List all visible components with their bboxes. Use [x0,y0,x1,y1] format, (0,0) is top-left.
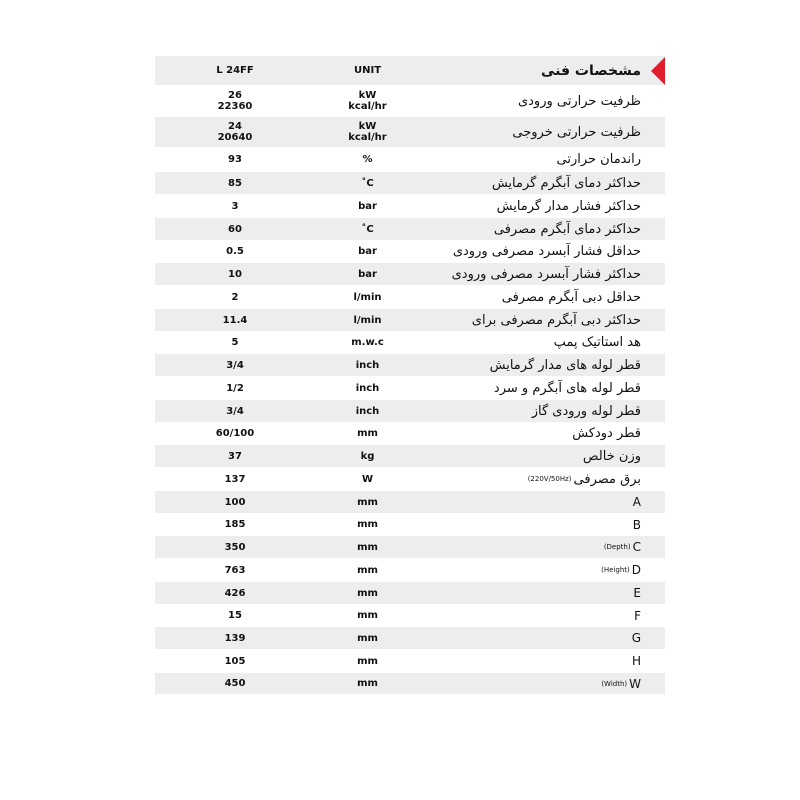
spec-label: حداکثر دبی آبگرم مصرفی برای [471,312,641,328]
label-cell [420,605,665,626]
spec-label: وزن خالص [582,448,641,464]
unit-cell [315,468,420,490]
unit-text: ˚C [361,177,374,189]
dimension-letter: C [632,540,641,554]
label-cell [420,377,665,399]
spec-note: (Width) [601,679,628,688]
unit-cell [315,491,420,513]
unit-text: l/min [353,291,382,303]
value-cell [155,491,315,513]
label-cell [420,263,665,285]
unit-header: UNIT [353,65,382,76]
unit-text: bar [358,246,377,257]
unit-text: inch [355,382,380,394]
unit-text: mm [357,587,378,599]
unit-text: mm [357,564,378,576]
value-cell [155,117,315,147]
dimension-letter: G [631,631,641,645]
value-text: 426 [224,587,246,599]
value-cell [155,536,315,558]
label-cell [420,536,665,558]
value-text: 20640 [217,132,253,143]
value-cell [155,673,315,694]
dimension-letter: B [632,517,641,532]
value-cell [155,286,315,308]
label-cell [420,673,665,694]
unit-cell [315,263,420,285]
value-text: 185 [224,519,246,530]
spec-label: حداقل دبی آبگرم مصرفی [501,289,641,305]
unit-text: mm [357,519,378,530]
value-cell [155,605,315,626]
spec-rows [155,86,665,695]
unit-text: % [362,154,373,165]
unit-cell [315,627,420,649]
unit-cell [315,117,420,147]
unit-text: inch [355,359,380,371]
table-row [155,86,665,117]
label-cell [420,445,665,467]
table-row [155,536,665,559]
label-cell [420,241,665,262]
table-row [155,241,665,263]
table-row [155,309,665,332]
table-row [155,514,665,536]
label-cell [420,172,665,194]
value-text: 2 [231,291,239,303]
unit-cell [315,195,420,217]
table-row [155,148,665,172]
value-text: 3 [231,200,239,212]
value-text: 350 [224,541,246,553]
table-row [155,263,665,286]
spec-note: (Height) [601,566,630,574]
unit-cell [315,673,420,694]
unit-text: mm [357,428,378,439]
value-cell [155,514,315,535]
value-cell [155,400,315,422]
table-header-row [155,56,665,86]
unit-text: W [361,473,374,485]
unit-text: kcal/hr [348,101,387,112]
value-text: 60/100 [215,428,255,439]
unit-cell [315,514,420,535]
value-cell [155,627,315,649]
unit-text: l/min [353,314,382,326]
value-text: 0.5 [226,246,244,257]
label-cell [420,86,665,116]
table-row [155,400,665,423]
value-cell [155,332,315,353]
spec-label: قطر لوله ورودی گاز [531,403,641,419]
value-cell [155,354,315,376]
unit-cell [315,377,420,399]
spec-label: حداکثر فشار آبسرد مصرفی ورودی [451,266,641,282]
label-cell [420,468,665,490]
label-cell [420,332,665,353]
value-text: 5 [231,337,239,348]
spec-label: حداقل فشار آبسرد مصرفی ورودی [452,244,641,259]
dimension-letter: W [629,676,641,691]
value-text: 85 [228,177,242,189]
label-cell [420,627,665,649]
value-text: 3/4 [226,359,244,371]
spec-note: (220V/50Hz) [527,475,572,483]
value-text: 93 [228,154,242,165]
unit-cell [315,309,420,331]
value-cell [155,468,315,490]
label-cell [420,286,665,308]
unit-text: kg [360,450,375,462]
spec-label: قطر لوله های آبگرم و سرد [493,380,641,396]
spec-label: قطر لوله های مدار گرمایش [489,357,641,373]
dimension-letter: A [632,495,641,509]
dimension-letter: H [631,654,641,668]
table-row [155,582,665,605]
label-cell [420,148,665,171]
unit-text: m.w.c [351,337,384,348]
value-cell [155,377,315,399]
value-cell [155,559,315,581]
spec-label: ظرفیت حرارتی خروجی [512,124,641,140]
unit-cell [315,423,420,444]
spec-label: برق مصرفی [573,471,641,487]
label-cell [420,559,665,581]
table-row [155,491,665,514]
value-text: 1/2 [226,382,244,394]
table-row [155,445,665,468]
value-text: 139 [224,632,246,644]
value-cell [155,148,315,171]
unit-text: mm [357,655,378,667]
unit-cell [315,241,420,262]
value-cell [155,263,315,285]
unit-cell [315,86,420,116]
unit-cell [315,354,420,376]
unit-text: kcal/hr [348,132,387,143]
table-row [155,468,665,491]
value-text: 137 [224,473,246,485]
label-cell [420,195,665,217]
value-cell [155,218,315,240]
dimension-letter: F [634,608,641,623]
unit-text: bar [358,200,377,212]
value-text: 60 [228,223,242,235]
value-text: 3/4 [226,405,244,417]
spec-note: (Depth) [603,543,631,551]
table-row [155,332,665,354]
value-cell [155,309,315,331]
unit-text: ˚C [361,223,374,235]
value-text: 24 [228,121,242,132]
unit-text: kW [358,90,377,101]
table-row [155,117,665,148]
value-cell [155,423,315,444]
unit-cell [315,445,420,467]
table-row [155,627,665,650]
table-row [155,218,665,241]
unit-cell [315,286,420,308]
label-cell [420,218,665,240]
spec-label: قطر دودکش [572,426,641,441]
table-row [155,605,665,627]
table-title: مشخصات فنی [540,62,641,79]
unit-cell [315,559,420,581]
table-row [155,423,665,445]
unit-cell [315,148,420,171]
unit-text: mm [357,610,378,621]
value-text: 26 [228,90,242,101]
unit-cell [315,172,420,194]
table-row [155,377,665,400]
table-row [155,650,665,673]
spec-label: راندمان حرارتی [556,152,641,167]
unit-text: mm [357,541,378,553]
unit-cell [315,218,420,240]
unit-text: mm [357,678,378,689]
unit-cell [315,536,420,558]
unit-cell [315,332,420,353]
label-cell [420,650,665,672]
unit-cell [315,582,420,604]
unit-cell [315,650,420,672]
value-text: 37 [228,450,242,462]
unit-text: inch [355,405,380,417]
label-cell [420,423,665,444]
value-text: 450 [224,678,246,689]
table-row [155,286,665,309]
unit-text: bar [358,268,377,280]
label-cell [420,400,665,422]
table-title-cell [420,56,665,85]
unit-text: kW [358,121,377,132]
spec-label: حداکثر فشار مدار گرمایش [496,198,641,214]
value-cell [155,172,315,194]
spec-table [155,56,665,695]
label-cell [420,354,665,376]
unit-text: mm [357,496,378,508]
table-row [155,673,665,695]
value-cell [155,445,315,467]
value-text: 11.4 [222,314,248,326]
unit-text: mm [357,632,378,644]
dimension-letter: D [631,563,641,577]
spec-label: ظرفیت حرارتی ورودی [517,93,641,109]
red-triangle-marker-icon [651,57,665,85]
value-cell [155,650,315,672]
table-row [155,559,665,582]
spec-label: حداکثر دمای آبگرم گرمایش [491,175,641,191]
label-cell [420,514,665,535]
table-row [155,354,665,377]
value-text: 100 [224,496,246,508]
value-text: 105 [224,655,246,667]
label-cell [420,309,665,331]
dimension-letter: E [633,586,641,600]
value-text: 763 [224,564,246,576]
spec-label: حداکثر دمای آبگرم مصرفی [493,221,641,237]
unit-cell [315,400,420,422]
value-text: 10 [228,268,242,280]
value-cell [155,86,315,116]
label-cell [420,117,665,147]
label-cell [420,582,665,604]
value-cell [155,195,315,217]
label-cell [420,491,665,513]
value-text: 22360 [217,101,253,112]
unit-cell [315,605,420,626]
table-row [155,195,665,218]
value-cell [155,241,315,262]
value-cell [155,582,315,604]
table-row [155,172,665,195]
model-header: L 24FF [216,65,254,76]
spec-label: هد استاتیک پمپ [553,335,641,350]
value-text: 15 [228,610,242,621]
